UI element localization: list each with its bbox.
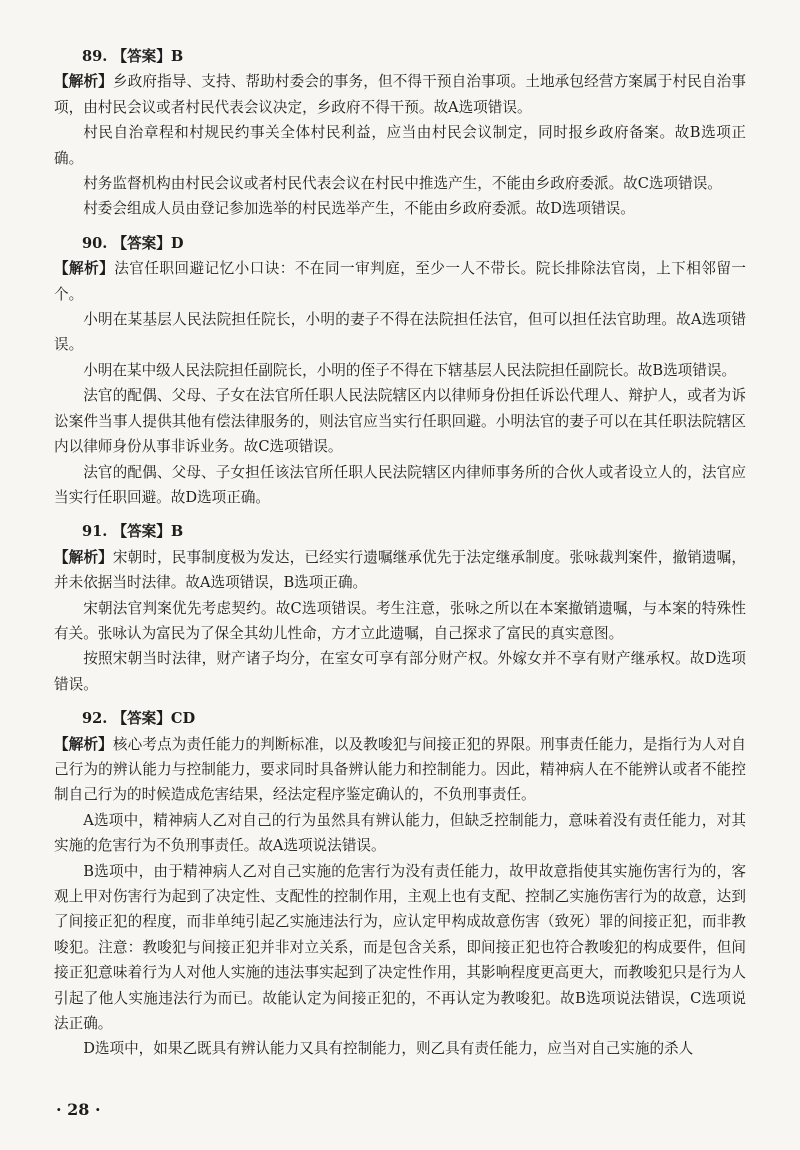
analysis-paragraph: B选项中，由于精神病人乙对自己实施的危害行为没有责任能力，故甲故意指使其实施伤害行为的，客观上甲对伤害行为起到了决定性、支配性的控制作用，主观上也有支配、控制乙实施伤害行为的故意，达到了间接正犯的程度，而非单纯引起乙实施违法行为，应认定甲构成故意伤害（致死）罪的间接正犯，而非教唆犯。注意：教唆犯与间接正犯并非对立关系，而是包含关系，即间接正犯也符合教唆犯的构成要件，但间接正犯意味着行为人对他人实施的违法事实起到了决定性作用，其影响程度更高更大，而教唆犯只是行为人引起了他人实施违法行为而已。故能认定为间接正犯的，不再认定为教唆犯。故B选项说法错误，C选项说法正确。 (54, 862, 746, 1033)
answer-label: 【答案】 (112, 234, 171, 252)
question-number: 89. (82, 48, 108, 65)
analysis-paragraph: 按照宋朝当时法律，财产诸子均分，在室女可享有部分财产权。外嫁女并不享有财产继承权。故D选项错误。 (54, 650, 746, 693)
analysis-paragraph: 宋朝法官判案优先考虑契约。故C选项错误。考生注意，张咏之所以在本案撤销遗嘱，与本案的特殊性有关。张咏认为富民为了保全其幼儿性命，方才立此遗嘱，自己探求了富民的真实意图。 (54, 599, 746, 642)
question-block (54, 44, 746, 222)
analysis-paragraph (54, 256, 746, 307)
answer-label: 【答案】 (112, 48, 171, 65)
analysis-paragraph: A选项中，精神病人乙对自己的行为虽然具有辨认能力，但缺乏控制能力，意味着没有责任能力，对其实施的危害行为不负刑事责任。故A选项说法错误。 (54, 811, 746, 855)
analysis-paragraph: 法官的配偶、父母、子女在法官所任职人民法院辖区内以律师身份担任诉讼代理人、辩护人，或者为诉讼案件当事人提供其他有偿法律服务的，则法官应当实行任职回避。小明法官的妻子可以在其任职法院辖区内以律师身份从事非诉业务。故C选项错误。 (54, 387, 746, 456)
analysis-label: 【解析】 (54, 735, 113, 753)
answer-line (82, 231, 746, 256)
analysis-paragraph: D选项中，如果乙既具有辨认能力又具有控制能力，则乙具有责任能力，应当对自己实施的杀人 (83, 1040, 694, 1058)
analysis-paragraph (54, 545, 746, 596)
analysis-text: 法官任职回避记忆小口诀：不在同一审判庭，至少一人不带长。院长排除法官岗，上下相邻留一个。 (54, 260, 746, 303)
analysis-text: 乡政府指导、支持、帮助村委会的事务，但不得干预自治事项。土地承包经营方案属于村民自治事项，由村民会议或者村民代表会议决定，乡政府不得干预。故A选项错误。 (54, 73, 746, 116)
answer-line (82, 519, 746, 544)
analysis-paragraph: 小明在某基层人民法院担任院长，小明的妻子不得在法院担任法官，但可以担任法官助理。故A选项错误。 (54, 311, 746, 354)
answer-value: B (170, 48, 184, 65)
analysis-paragraph: 法官的配偶、父母、子女担任该法官所任职人民法院辖区内律师事务所的合伙人或者设立人的，法官应当实行任职回避。故D选项正确。 (54, 463, 746, 506)
analysis-paragraph: 村务监督机构由村民会议或者村民代表会议在村民中推选产生，不能由乡政府委派。故C选项错误。 (83, 175, 722, 193)
answer-value: CD (170, 710, 196, 728)
answer-analysis-content (54, 44, 746, 1071)
analysis-paragraph: 小明在某中级人民法院担任副院长，小明的侄子不得在下辖基层人民法院担任副院长。故B选项错误。 (83, 361, 737, 379)
answer-label: 【答案】 (112, 710, 171, 728)
answer-value: D (170, 234, 184, 252)
analysis-text: 宋朝时，民事制度极为发达，已经实行遗嘱继承优先于法定继承制度。张咏裁判案件，撤销遗嘱，并未依据当时法律。故A选项错误，B选项正确。 (54, 548, 746, 592)
question-block (54, 706, 746, 1062)
analysis-paragraph (54, 69, 746, 120)
analysis-text: 核心考点为责任能力的判断标准，以及教唆犯与间接正犯的界限。刑事责任能力，是指行为人对自己行为的辨认能力与控制能力，要求同时具备辨认能力和控制能力。因此，精神病人在不能辨认或者不能控制自己行为的时候造成危害结果，经法定程序鉴定确认的，不负刑事责任。 (54, 735, 746, 804)
question-block (54, 231, 746, 510)
analysis-label: 【解析】 (54, 548, 113, 566)
page-number: · 28 · (56, 1100, 101, 1119)
analysis-paragraph (54, 732, 746, 808)
analysis-label: 【解析】 (54, 73, 113, 91)
analysis-paragraph: 村委会组成人员由登记参加选举的村民选举产生，不能由乡政府委派。故D选项错误。 (83, 200, 635, 218)
answer-label: 【答案】 (112, 523, 171, 541)
question-number: 92. (82, 710, 108, 728)
answer-line (82, 44, 746, 69)
question-number: 90. (82, 234, 108, 252)
answer-value: B (170, 523, 184, 541)
analysis-label: 【解析】 (54, 260, 115, 278)
question-block (54, 519, 746, 697)
question-number: 91. (82, 523, 108, 541)
analysis-paragraph: 村民自治章程和村规民约事关全体村民利益，应当由村民会议制定，同时报乡政府备案。故B选项正确。 (54, 124, 746, 167)
answer-line (82, 706, 746, 731)
